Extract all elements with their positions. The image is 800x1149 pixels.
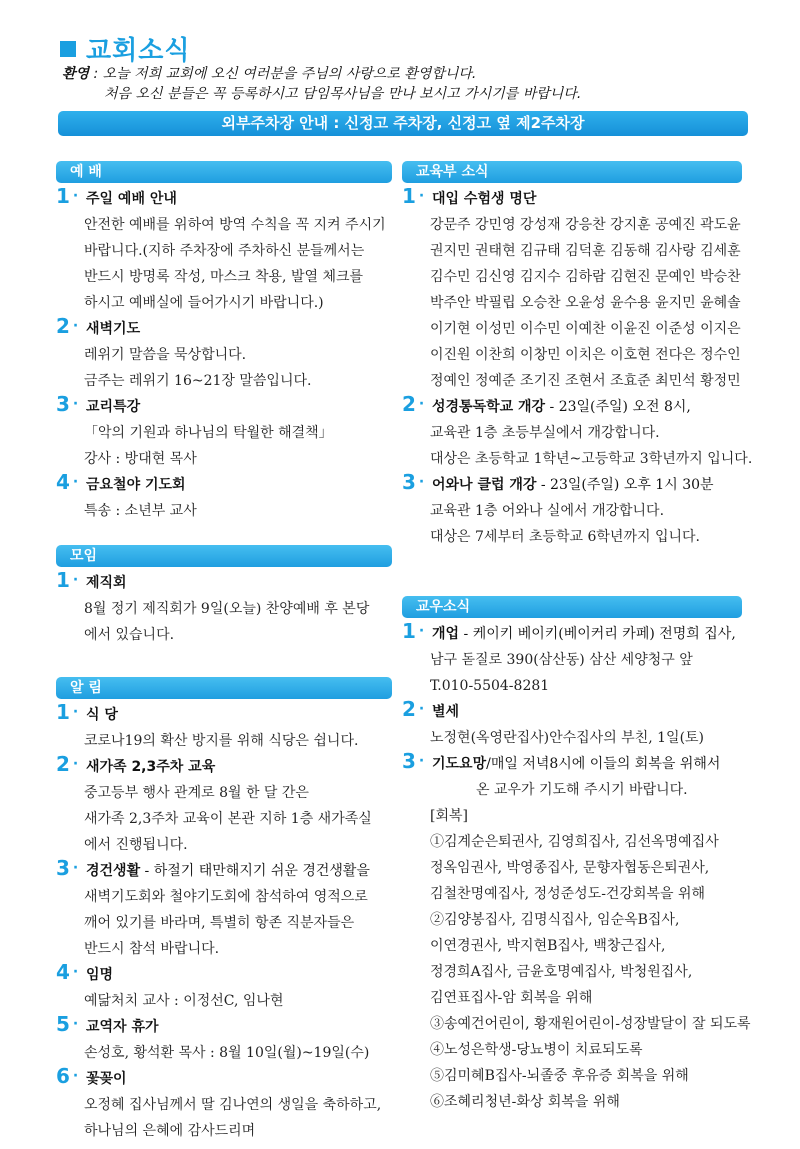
list-item (56, 472, 396, 524)
item-line: 박주안 박필립 오승찬 오윤성 윤수용 윤지민 윤혜솔 (430, 295, 741, 311)
item-line: 강사 : 방대현 목사 (84, 451, 197, 467)
item-line: 하나님의 은혜에 감사드리며 (84, 1123, 256, 1139)
item-title-text: 성경통독학교 개강 (432, 399, 546, 415)
worship-section (56, 186, 396, 524)
item-title (402, 472, 748, 498)
item-line: 코로나19의 확산 방지를 위해 식당은 쉽니다. (84, 733, 359, 749)
item-title-text: 새벽기도 (86, 321, 141, 337)
item-title (56, 1066, 396, 1092)
item-title-tail: - 23일(주일) 오전 8시, (545, 399, 691, 415)
item-title (56, 962, 396, 988)
item-line: 8월 정기 제직회가 9일(오늘) 찬양예배 후 본당 (84, 601, 370, 617)
item-line: 이연경권사, 박지현B집사, 백창근집사, (430, 938, 666, 954)
item-number: 3 · (56, 392, 78, 416)
item-line: 금주는 레위기 16~21장 말씀입니다. (84, 373, 312, 389)
list-item (402, 699, 748, 751)
item-number: 3 · (56, 856, 78, 880)
item-title-text: 임명 (86, 967, 114, 983)
item-number: 1 · (56, 700, 78, 724)
item-line: 손성호, 황석환 목사 : 8월 10일(월)~19일(수) (84, 1045, 370, 1061)
item-line: 정경희A집사, 금윤호명예집사, 박청원집사, (430, 964, 693, 980)
item-line: 반드시 방명록 작성, 마스크 착용, 발열 체크를 (84, 269, 364, 285)
item-line: 김수민 김신영 김지수 김하람 김현진 문예인 박승찬 (430, 269, 741, 285)
item-line: 반드시 참석 바랍니다. (84, 941, 220, 957)
members-section (402, 619, 751, 1115)
item-title (402, 751, 748, 777)
item-title-text: 식 당 (86, 707, 118, 723)
item-number: 1 · (56, 568, 78, 592)
item-title-tail: - 23일(주일) 오후 1시 30분 (536, 477, 714, 493)
item-line: T.010-5504-8281 (430, 678, 550, 694)
item-line: 이기현 이성민 이수민 이예찬 이윤진 이준성 이지은 (430, 321, 741, 337)
item-number: 1 · (402, 619, 424, 643)
item-line: 온 교우가 기도해 주시기 바랍니다. (476, 782, 688, 798)
item-title (56, 186, 396, 212)
item-line: ⑥조혜리청년-화상 회복을 위해 (430, 1094, 620, 1110)
item-line: 남구 돋질로 390(삼산동) 삼산 세양청구 앞 (430, 652, 693, 668)
item-line: 하시고 예배실에 들어가시기 바랍니다.) (84, 295, 324, 311)
section-header-members: 교우소식 (402, 596, 742, 618)
item-line: 대상은 초등학교 1학년~고등학교 3학년까지 입니다. (430, 451, 753, 467)
item-title-text: 대입 수험생 명단 (432, 191, 537, 207)
list-item (402, 621, 748, 699)
item-line: 이진원 이찬희 이창민 이치은 이호현 전다은 정수인 (430, 347, 741, 363)
meeting-section (56, 570, 396, 648)
item-line: 새벽기도회와 철야기도회에 참석하여 영적으로 (84, 889, 368, 905)
item-title-text: 꽃꽂이 (86, 1071, 127, 1087)
list-item (402, 749, 751, 1115)
welcome-line1: : 오늘 저희 교회에 오신 여러분을 주님의 사랑으로 환영합니다. (89, 66, 477, 82)
item-number: 2 · (56, 752, 78, 776)
item-title-text: 경건생활 (86, 863, 141, 879)
item-title-text: 주일 예배 안내 (86, 191, 177, 207)
list-item (56, 754, 396, 858)
item-line: 바랍니다.(지하 주차장에 주차하신 분들께서는 (84, 243, 365, 259)
item-line: ①김계순은퇴권사, 김영희집사, 김선옥명예집사 (430, 834, 719, 850)
item-title-text: 교리특강 (86, 399, 141, 415)
item-number: 4 · (56, 470, 78, 494)
item-line: ③송예건어린이, 황재원어린이-성장발달이 잘 되도록 (430, 1016, 751, 1032)
notice-section (56, 702, 396, 1144)
item-line: 에서 있습니다. (84, 627, 175, 643)
list-item (56, 316, 396, 394)
item-line: 레위기 말씀을 묵상합니다. (84, 347, 247, 363)
item-line: 권지민 권태현 김규태 김덕훈 김동해 김사랑 김세훈 (430, 243, 741, 259)
item-title-text: 기도요망 (432, 756, 487, 772)
item-line: 교육관 1층 초등부실에서 개강합니다. (430, 425, 660, 441)
item-line: 노정현(옥영란집사)안수집사의 부친, 1일(토) (430, 730, 705, 746)
item-line: 김연표집사-암 회복을 위해 (430, 990, 593, 1006)
item-line: 새가족 2,3주차 교육이 본관 지하 1층 새가족실 (84, 811, 372, 827)
item-line: 깨어 있기를 바라며, 특별히 항존 직분자들은 (84, 915, 355, 931)
item-number: 1 · (56, 184, 78, 208)
item-title (56, 570, 396, 596)
section-header-education: 교육부 소식 (402, 161, 742, 183)
list-item (56, 962, 396, 1014)
item-number: 5 · (56, 1012, 78, 1036)
section-header-worship: 예 배 (56, 161, 392, 183)
item-title (402, 394, 748, 420)
item-line: ②김양봉집사, 김명식집사, 임순옥B집사, (430, 912, 680, 928)
item-number: 4 · (56, 960, 78, 984)
item-number: 2 · (402, 697, 424, 721)
item-title-text: 어와나 클럽 개강 (432, 477, 537, 493)
list-item (402, 186, 748, 394)
item-title-tail: /매일 저녁8시에 이들의 회복을 위해서 (486, 756, 721, 772)
list-item (56, 1014, 396, 1066)
list-item (56, 570, 396, 648)
list-item (56, 858, 396, 962)
list-item (56, 394, 396, 472)
item-line: 정예인 정예준 조기진 조현서 조효준 최민석 황정민 (430, 373, 741, 389)
section-header-meeting: 모임 (56, 545, 392, 567)
list-item (402, 472, 748, 550)
page-title-text: 교회소식 (86, 36, 191, 66)
item-title-tail: - 케이키 베이키(베이커리 카페) 전명희 집사, (459, 626, 736, 642)
item-title (56, 858, 396, 884)
item-line: 안전한 예배를 위하여 방역 수칙을 꼭 지켜 주시기 (84, 217, 386, 233)
welcome-message (62, 64, 581, 104)
item-number: 2 · (56, 314, 78, 338)
list-item (56, 186, 396, 316)
item-title-text: 새가족 2,3주차 교육 (86, 759, 216, 775)
item-title-text: 별세 (432, 704, 460, 720)
welcome-label: 환영 (62, 66, 90, 82)
item-number: 2 · (402, 392, 424, 416)
list-item (402, 392, 753, 472)
item-line: 「악의 기원과 하나님의 탁월한 해결책」 (84, 425, 333, 441)
page-title (60, 30, 190, 67)
item-line: 특송 : 소년부 교사 (84, 503, 197, 519)
item-title-text: 개업 (432, 626, 460, 642)
item-title (56, 394, 396, 420)
item-title (56, 754, 396, 780)
item-title-tail: - 하절기 태만해지기 쉬운 경건생활을 (140, 863, 370, 879)
item-line: ⑤김미혜B집사-뇌졸중 후유증 회복을 위해 (430, 1068, 689, 1084)
item-line: 중고등부 행사 관계로 8월 한 달 간은 (84, 785, 309, 801)
list-item (56, 702, 396, 754)
item-line: 강문주 강민영 강성재 강응찬 강지훈 공예진 곽도윤 (430, 217, 741, 233)
item-number: 3 · (402, 470, 424, 494)
education-section (402, 184, 753, 550)
welcome-line2: 처음 오신 분들은 꼭 등록하시고 담임목사님을 만나 보시고 가시기를 바랍니다. (104, 86, 582, 102)
section-header-notice: 알 림 (56, 677, 392, 699)
item-line: 정옥임권사, 박영종집사, 문향자협동은퇴권사, (430, 860, 710, 876)
item-title (56, 1014, 396, 1040)
item-title (402, 699, 748, 725)
item-title (56, 472, 396, 498)
item-number: 1 · (402, 184, 424, 208)
item-line: 대상은 7세부터 초등학교 6학년까지 입니다. (430, 529, 700, 545)
item-line: 오정혜 집사님께서 딸 김나연의 생일을 축하하고, (84, 1097, 382, 1113)
item-line: 예닮처치 교사 : 이정선C, 임나현 (84, 993, 284, 1009)
item-title-text: 금요철야 기도회 (86, 477, 186, 493)
item-number: 3 · (402, 749, 424, 773)
item-title-text: 제직회 (86, 575, 127, 591)
item-number: 6 · (56, 1064, 78, 1088)
parking-banner: 외부주차장 안내 : 신정고 주차장, 신정고 옆 제2주차장 (58, 111, 748, 136)
item-line: 교육관 1층 어와나 실에서 개강합니다. (430, 503, 665, 519)
item-line: 에서 진행됩니다. (84, 837, 188, 853)
item-title (56, 702, 396, 728)
item-title (56, 316, 396, 342)
item-title-text: 교역자 휴가 (86, 1019, 159, 1035)
item-title (402, 621, 748, 647)
item-line: 김철찬명예집사, 정성준성도-건강회복을 위해 (430, 886, 706, 902)
item-line: ④노성은학생-당뇨병이 치료되도록 (430, 1042, 643, 1058)
item-line: [회복] (430, 808, 468, 824)
item-title (402, 186, 748, 212)
square-bullet-icon (60, 41, 76, 57)
list-item (56, 1066, 396, 1144)
